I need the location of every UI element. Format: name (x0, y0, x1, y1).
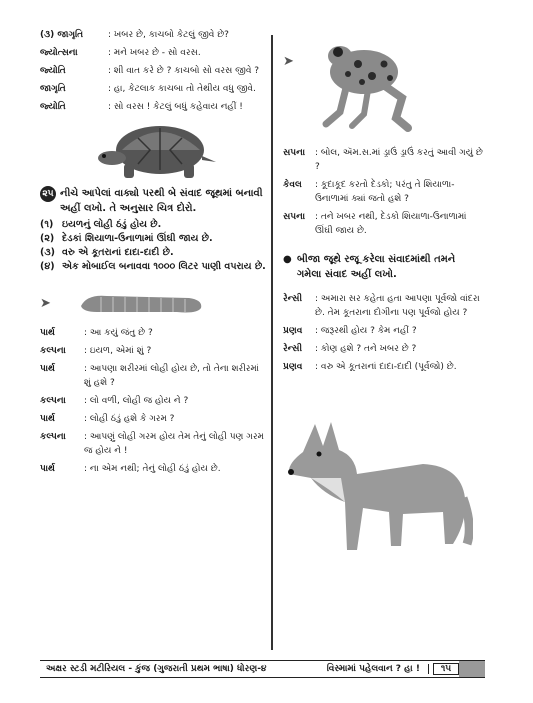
dialogue-line (40, 462, 266, 476)
point-item (40, 246, 266, 260)
footer-book-title: અક્ષર સ્ટડી મટીરિયલ - કુંજ (ગુજરાતી પ્રથમ ભાષા) ધોરણ-૪ (46, 664, 267, 674)
left-column (40, 28, 266, 480)
page-number: ૧૫ (433, 663, 459, 675)
dialogue-line (283, 342, 483, 356)
task-number-badge: ૨૫ (40, 186, 56, 202)
speaker-name: જ્યોતિ (40, 66, 66, 76)
dialogue-text: : આપણા શરીરમાં લોહી હોય છે, તો તેના શરીરમાં શું હશે ? (84, 364, 259, 388)
dialogue-jagruti (40, 28, 266, 114)
dialogue-line (40, 362, 266, 390)
dialogue-line (40, 82, 266, 96)
speaker-name: પ્રણવ (283, 326, 303, 336)
bullet-icon: ● (283, 254, 292, 265)
dialogue-line (40, 412, 266, 426)
dialogue-line (283, 324, 483, 338)
dialogue-parth (40, 326, 266, 476)
dialogue-text: : કોણ હશે ? તને ખબર છે ? (315, 344, 417, 354)
dialogue-text: : બોલ, ઍમ.સ.માં ડ્રાઉં ડ્રાઉં કરતું આવી ગયું છે ? (315, 148, 483, 172)
point-text: વરુ એ કૂતરાનાં દાદા-દાદી છે. (62, 247, 174, 258)
dialogue-line (40, 28, 266, 42)
dialogue-line (283, 178, 483, 206)
page-footer (40, 660, 485, 678)
speaker-name: જ્યોત્સના (40, 48, 78, 58)
dialogue-line (40, 430, 266, 458)
speaker-name: (૩) જાગૃતિ (40, 30, 84, 40)
speaker-name: પ્રણવ (283, 362, 303, 372)
frog-row (283, 28, 483, 146)
dialogue-line (40, 326, 266, 340)
right-column (283, 28, 483, 564)
dialogue-text: : સો વરસ ! કેટલું બધું કહેવાય નહીં ! (108, 102, 243, 112)
dialogue-text: : આ કયું જંતુ છે ? (84, 328, 153, 338)
dialogue-line (40, 344, 266, 358)
speaker-name: કેવલ (283, 180, 302, 190)
dialogue-text: : હા, કેટલાક કાચબા તો તેથીય વધુ જીવે. (108, 84, 256, 94)
dialogue-text: : ના એમ નથી; તેનું લોહી ઠંડું હોય છે. (84, 464, 221, 474)
dialogue-text: : લો વળી, લોહી જ હોય ને ? (84, 396, 189, 406)
speaker-name: રેન્સી (283, 294, 303, 304)
task-row (40, 186, 266, 216)
speaker-name: પાર્થ (40, 364, 55, 374)
dialogue-text: : આપણું લોહી ગરમ હોય તેમ તેનું લોહી પણ ગરમ જ હોય ને ! (84, 432, 264, 456)
dialogue-text: : કૂદાકૂદ કરતો દેડકો; પરંતુ તે શિયાળા-ઉનાળામાં ક્યાં જતો હશે ? (315, 180, 455, 204)
dialogue-rensi (283, 292, 483, 374)
dialogue-line (283, 210, 483, 238)
dialogue-line (40, 46, 266, 60)
dialogue-text: : ખબર છે, કાચબો કેટલું જીવે છે? (108, 30, 229, 40)
speaker-name: જ્યોતિ (40, 102, 66, 112)
column-divider (271, 35, 273, 650)
dialogue-text: : મને ખબર છે - સો વરસ. (108, 48, 201, 58)
footer-tagline: વિસ્મામાં પહેલવાન ? હા ! (327, 664, 429, 674)
caterpillar-illustration (77, 288, 207, 318)
speaker-name: કલ્પના (40, 346, 66, 356)
tortoise-illustration (92, 120, 222, 182)
dialogue-text: : શી વાત કરે છે ? કાચબો સો વરસ જીવે ? (108, 66, 260, 76)
speaker-name: કલ્પના (40, 396, 66, 406)
points-list (40, 218, 266, 274)
point-item (40, 218, 266, 232)
dialogue-line (283, 292, 483, 320)
point-item (40, 260, 266, 274)
point-item (40, 232, 266, 246)
frog-illustration (312, 28, 422, 140)
point-number: (૩) (40, 247, 56, 258)
dialogue-text: : લોહી ઠંડું હશે કે ગરમ ? (84, 414, 175, 424)
footer-gray-block (459, 661, 485, 677)
point-number: (૧) (40, 219, 54, 230)
arrow-icon: ➤ (40, 295, 51, 311)
point-text: ઇયળનું લોહી ઠંડું હોય છે. (62, 219, 162, 230)
caterpillar-row (40, 288, 266, 318)
task-instruction: નીચે આપેલાં વાક્યો પરથી બે સંવાદ જૂથમાં બનાવી અહીં લખો. તે અનુસાર ચિત્ર દોરો. (60, 188, 263, 214)
wolf-illustration (283, 394, 473, 564)
speaker-name: સપના (283, 212, 306, 222)
section-heading: બીજા જૂથે રજૂ કરેલા સંવાદમાંથી તમને ગમેલા સંવાદ અહીં લખો. (297, 254, 456, 280)
dialogue-line (40, 394, 266, 408)
point-text: એક મોબાઈલ બનાવવા ૧૦૦૦ લિટર પાણી વપરાય છે. (62, 261, 266, 272)
speaker-name: સપના (283, 148, 306, 158)
speaker-name: રેન્સી (283, 344, 303, 354)
point-number: (૨) (40, 233, 55, 244)
speaker-name: પાર્થ (40, 464, 55, 474)
heading-row (283, 252, 483, 282)
dialogue-line (283, 360, 483, 374)
dialogue-text: : તને ખબર નથી, દેડકો શિયાળા-ઉનાળામાં ઊંઘી જાય છે. (315, 212, 467, 236)
dialogue-line (283, 146, 483, 174)
dialogue-text: : અમારા સર કહેતા હતા આપણા પૂર્વજો વાંદરા છે. તેમ કૂતરાના દોગીના પણ પૂર્વજો હોય ? (315, 294, 480, 318)
point-number: (૪) (40, 261, 55, 272)
dialogue-text: : જરૂરથી હોય ? કેમ નહીં ? (315, 326, 417, 336)
speaker-name: જાગૃતિ (40, 84, 66, 94)
dialogue-text: : વરુ એ કૂતરાનાં દાદા-દાદી (પૂર્વજો) છે. (315, 362, 457, 372)
speaker-name: કલ્પના (40, 432, 66, 442)
dialogue-text: : ઇયળ, એમાં શું ? (84, 346, 152, 356)
point-text: દેડકાં શિયાળા-ઉનાળામાં ઊંઘી જાય છે. (62, 233, 213, 244)
dialogue-line (40, 100, 266, 114)
speaker-name: પાર્થ (40, 414, 55, 424)
dialogue-sapna (283, 146, 483, 238)
speaker-name: પાર્થ (40, 328, 55, 338)
arrow-icon: ➤ (283, 54, 294, 69)
dialogue-line (40, 64, 266, 78)
